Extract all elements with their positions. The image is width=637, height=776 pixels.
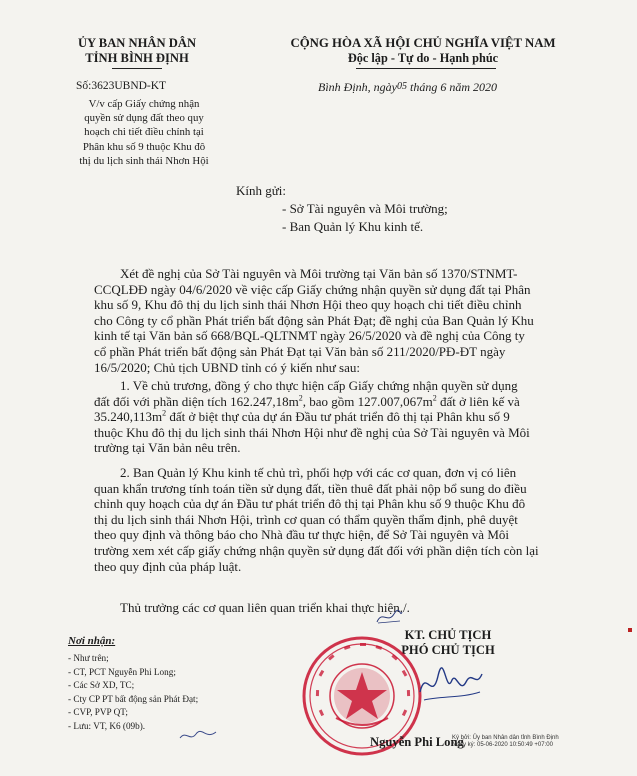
body-line: cho Công ty cổ phần Phát triển bất động sản Phát Đạt; đề nghị của Ban Quản lý Khu [94, 312, 534, 328]
body-line [94, 409, 554, 425]
body-line [94, 394, 554, 410]
subject-line: thị du lịch sinh thái Nhơn Hội [79, 154, 209, 167]
paragraph-1 [94, 378, 554, 456]
body-line: theo quy định và thông báo cho Nhà đầu tư thực hiện, để Sở Tài nguyên và Môi [94, 527, 509, 543]
superscript: 2 [298, 393, 303, 403]
subject-line: Phân khu số 9 thuộc Khu đô [82, 140, 206, 153]
superscript: 2 [432, 393, 437, 403]
body-line: khu số 9, Khu đô thị du lịch sinh thái Nhơn Hội theo quy hoạch chi tiết điều chỉnh [94, 297, 522, 313]
distribution-item: - CT, PCT Nguyễn Phi Long; [68, 666, 176, 677]
intro-paragraph [94, 266, 554, 375]
body-line: quan khẩn trương tính toán tiền sử dụng đất, tiền thuê đất phải nộp bổ sung do điều [94, 480, 527, 496]
body-line: Xét đề nghị của Sở Tài nguyên và Môi trường tại Văn bản số 1370/STNMT- [120, 266, 518, 281]
distribution-item: - Cty CP PT bất động sản Phát Đạt; [68, 693, 199, 704]
distribution-item: - Như trên; [68, 653, 109, 663]
initials-scribble-icon [178, 726, 218, 744]
body-fragment: đất ở liên kế và [436, 393, 520, 409]
distribution-list [68, 652, 198, 734]
body-line: cổ phần Phát triển bất động sản Phát Đạt tại Văn bản số 211/2020/PĐ-ĐT ngày [94, 343, 506, 359]
motto-underline [356, 68, 496, 69]
body-fragment: đất ở biệt thự của dự án Đầu tư phát triển đô thị tại Phân khu số 9 [166, 409, 510, 425]
body-line: thị du lịch sinh thái Nhơn Hội, trình cơ quan có thẩm quyền thẩm định, phê duyệt [94, 511, 518, 527]
body-line: 16/5/2020; Chủ tịch UBND tỉnh có ý kiến như sau: [94, 359, 360, 375]
esign-line: Ngày ký: 05-06-2020 10:50:49 +07:00 [452, 742, 553, 748]
initial-mark-icon [374, 608, 404, 626]
handwritten-signature-icon [416, 662, 486, 708]
body-line: chỉnh quy hoạch của dự án Đầu tư phát triển đô thị tại Phân khu số 9 thuộc Khu đô [94, 496, 526, 512]
body-line: 2. Ban Quản lý Khu kinh tế chủ trì, phối hợp với các cơ quan, đơn vị có liên [120, 465, 517, 480]
body-line: CCQLĐĐ ngày 04/6/2020 về việc cấp Giấy chứng nhận quyền sử dụng đất tại Phân [94, 281, 531, 297]
area-terrace: , bao gồm 127.007,067m [302, 393, 433, 409]
closing-line: Thủ trưởng các cơ quan liên quan triển khai thực hiện./. [120, 600, 410, 615]
signer-name: Nguyễn Phi Long [370, 735, 464, 749]
issuing-authority [52, 36, 222, 66]
authority-line-1: ỦY BAN NHÂN DÂN [77, 36, 197, 50]
body-line: kinh tế tại Văn bản số 668/BQL-QLTNMT ngày 26/5/2020 và đề nghị của Công ty [94, 328, 525, 344]
authority-underline [112, 68, 162, 69]
subject-line: hoạch chi tiết điều chỉnh tại [84, 126, 204, 139]
distribution-item: - CVP, PVP QT; [68, 707, 128, 718]
nation-motto: Độc lập - Tự do - Hạnh phúc [347, 51, 499, 65]
body-line: trường tại Văn bản nêu trên. [94, 440, 241, 456]
area-total: đất đối với phần diện tích 162.247,18m [94, 393, 299, 409]
recipients-label: Kính gửi: [236, 183, 287, 198]
date-line [318, 80, 497, 95]
digital-signature-info [452, 735, 559, 749]
body-line: trường xem xét cấp giấy chứng nhận quyền sử dụng đất đối với phần diện tích còn lại [94, 542, 539, 558]
signature-title-line-2: PHÓ CHỦ TỊCH [401, 642, 495, 657]
date-day: 05 [397, 81, 407, 92]
distribution-label: Nơi nhận: [68, 635, 116, 647]
subject-line: V/v cấp Giấy chứng nhận [88, 98, 200, 110]
nation-title: CỘNG HÒA XÃ HỘI CHỦ NGHĨA VIỆT NAM [290, 36, 556, 50]
paragraph-2 [94, 465, 554, 574]
edge-mark [628, 628, 632, 632]
recipient-item: - Ban Quản lý Khu kinh tế. [282, 219, 424, 234]
superscript: 2 [162, 408, 167, 418]
subject-line: quyền sử dụng đất theo quy [84, 112, 204, 125]
body-line: theo quy định của pháp luật. [94, 558, 242, 574]
document-number: Số:3623UBND-KT [76, 80, 167, 92]
body-line: thuộc Khu đô thị du lịch sinh thái Nhơn Hội như đề nghị của Sở Tài nguyên và Môi [94, 424, 530, 440]
date-suffix: tháng 6 năm 2020 [407, 80, 497, 94]
national-header [258, 36, 588, 66]
esign-line: Ký bởi: Ủy ban Nhân dân tỉnh Bình Định [452, 735, 559, 741]
signature-title-line-1: KT. CHỦ TỊCH [404, 628, 492, 642]
distribution-item: - Lưu: VT, K6 (09b). [68, 720, 146, 731]
area-villa: 35.240,113m [94, 409, 163, 425]
authority-line-2: TỈNH BÌNH ĐỊNH [85, 51, 189, 65]
distribution-item: - Các Sở XD, TC; [68, 680, 135, 691]
body-line: 1. Về chủ trương, đồng ý cho thực hiện cấp Giấy chứng nhận quyền sử dụng [120, 378, 518, 393]
date-prefix: Bình Định, ngày [318, 80, 397, 94]
document-subject [58, 97, 230, 168]
recipient-item: - Sở Tài nguyên và Môi trường; [282, 201, 448, 216]
